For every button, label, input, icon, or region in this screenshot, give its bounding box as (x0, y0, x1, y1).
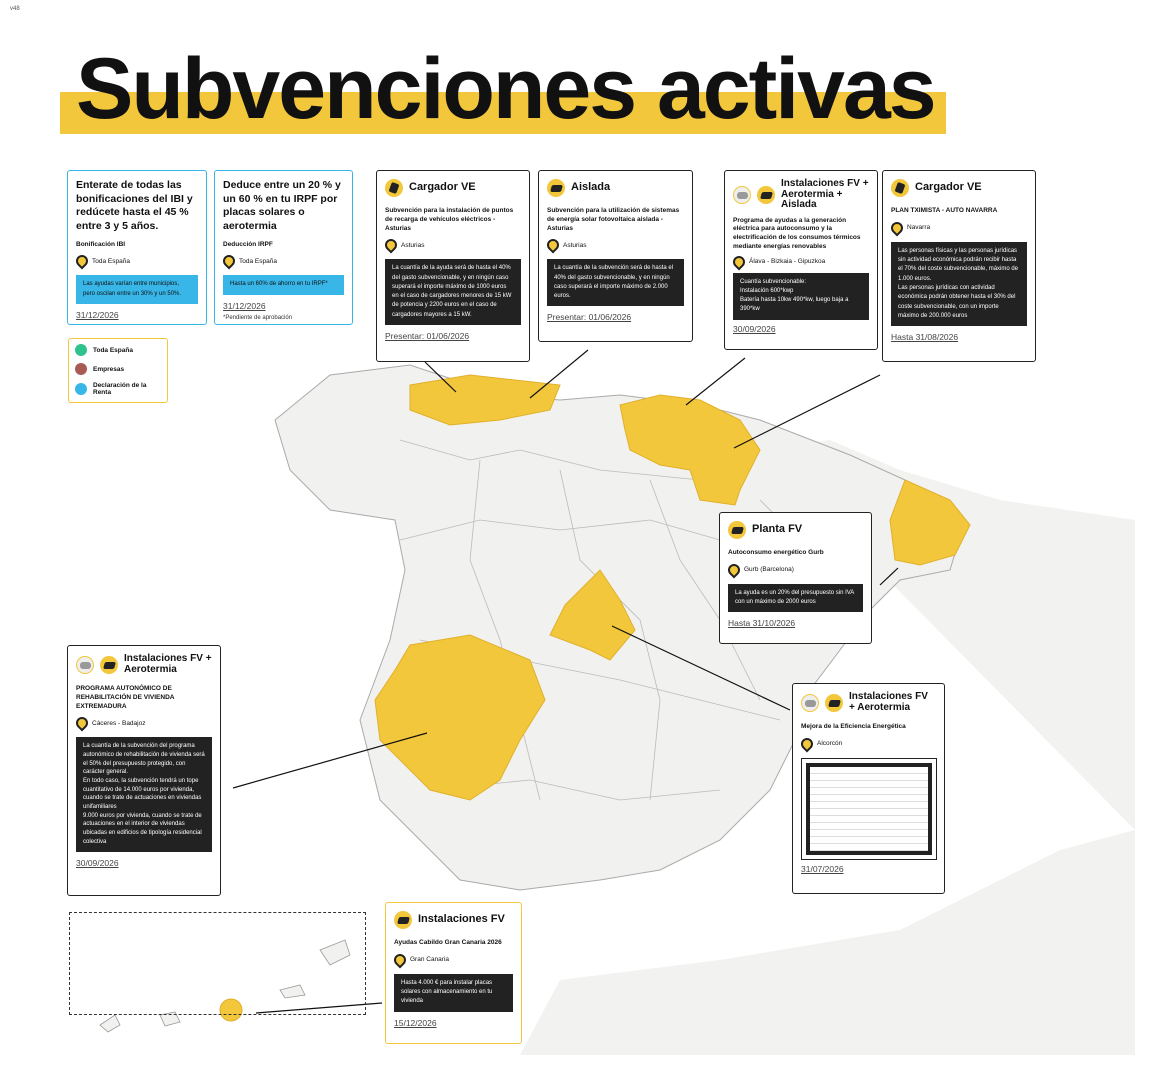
solar-panel-icon (728, 521, 746, 539)
card-date: 15/12/2026 (394, 1017, 437, 1028)
card-location: Asturias (547, 239, 684, 251)
pin-icon (74, 253, 91, 270)
card-info-box: Hasta un 60% de ahorro en tu IRPF* (223, 275, 344, 294)
card-info-box: Hasta 4.000 € para instalar placas solares con almacenamiento en tu vivienda (394, 974, 513, 1012)
card-location: Navarra (891, 222, 1027, 234)
pin-icon (726, 561, 743, 578)
pin-icon (545, 237, 562, 254)
card-location: Gran Canaria (394, 954, 513, 966)
card-note: *Pendiente de aprobación (223, 314, 293, 321)
card-info-box: Cuantía subvencionable: Instalación 600*kwp Batería hasta 10kw 490*kw, luego baja a 390*kw (733, 273, 869, 320)
solar-panel-icon (394, 911, 412, 929)
green-dot-icon (75, 344, 87, 356)
card-title: Enterate de todas las bonificaciones del IBI y redúcete hasta el 45 % entre 3 y 5 años. (76, 179, 193, 232)
card-date: 31/12/2026 (76, 309, 119, 320)
card-irpf[interactable] (214, 170, 353, 325)
card-subtitle: Subvención para la utilización de sistemas de energía solar fotovoltaica aislada - Asturias (547, 207, 680, 232)
card-pv-aero-aislada[interactable]: Instalaciones FV + Aerotermia + Aislada Programa de ayudas a la generación eléctrica para autoconsumo y la electrificación de los consumos térmicos mediante energías renovables Álava - Bizkaia - Gipuzkoa Cuantía subvencionable: Instalación 600*kwp Batería hasta 10kw 490*kw, luego baja a 390*kw 30/09/2026 (724, 170, 878, 350)
ev-charger-icon (385, 179, 403, 197)
card-aislada[interactable]: Aislada Subvención para la utilización de sistemas de energía solar fotovoltaica aislada - Asturias Asturias La cuantía de la subvención será de hasta el 40% del gasto subvencionable, y en ningún caso superará el importe máximo de 2.000 euros. Presentar: 01/06/2026 (538, 170, 693, 342)
card-cargador-asturias[interactable]: Cargador VE Subvención para la instalación de puntos de recarga de vehículos eléctricos - Asturias Asturias La cuantía de la ayuda será de hasta el 40% del gasto subvencionable, y en ningún caso superará el importe máximo de 1000 euros en el caso de cargadores menores de 15 kW de potencia y 2200 euros en el caso de cargadores mayores a 15 kW. Presentar: 01/06/2026 (376, 170, 530, 362)
card-location: Toda España (223, 255, 344, 267)
card-canarias[interactable]: Instalaciones FV Ayudas Cabildo Gran Canaria 2026 Gran Canaria Hasta 4.000 € para instalar placas solares con almacenamiento en tu vivienda 15/12/2026 (385, 902, 522, 1044)
pin-icon (221, 253, 238, 270)
pin-icon (383, 237, 400, 254)
pin-icon (392, 951, 409, 968)
card-title: Deduce entre un 20 % y un 60 % en tu IRPF por placas solares o aerotermia (223, 179, 341, 232)
heat-pump-icon (733, 186, 751, 204)
card-subtitle: Ayudas Cabildo Gran Canaria 2026 (394, 939, 502, 946)
card-subtitle: Autoconsumo energético Gurb (728, 549, 824, 556)
blue-dot-icon (75, 383, 87, 395)
card-date: Presentar: 01/06/2026 (547, 312, 632, 323)
legend-item-renta: Declaración de la Renta (75, 382, 161, 396)
card-subtitle: Subvención para la instalación de puntos de recarga de vehículos eléctricos - Asturias (385, 207, 514, 232)
card-date: 31/12/2026 (223, 300, 266, 311)
solar-panel-icon (547, 179, 565, 197)
card-location: Álava - Bizkaia - Gipuzkoa (733, 256, 869, 268)
heat-pump-icon (801, 694, 819, 712)
card-planta-fv[interactable]: Planta FV Autoconsumo energético Gurb Gurb (Barcelona) La ayuda es un 20% del presupuesto sin IVA con un máximo de 2000 euros Hasta 31/10/2026 (719, 512, 872, 644)
card-info-box: Las ayudas varían entre municipios, pero oscilan entre un 30% y un 50%. (76, 275, 198, 304)
card-info-box: La cuantía de la subvención del programa autonómico de rehabilitación de vivienda será el 50% del presupuesto protegido, con carácter general. En todo caso, la subvención tendrá un tope cuantitativo de 14.000 euros por vivienda, cuando se trate de actuaciones en viviendas unifamiliares 9.000 euros por vivienda, cuando se trate de actuaciones en el interior de viviendas ubicadas en edificios de tipología residencial colectiva (76, 737, 212, 851)
page-title: Subvenciones activas (76, 41, 935, 137)
brown-dot-icon (75, 363, 87, 375)
card-ibi[interactable] (67, 170, 207, 325)
pin-icon (74, 715, 91, 732)
card-location: Cáceres - Badajoz (76, 717, 212, 729)
canary-inset-frame (69, 912, 366, 1015)
solar-panel-icon (757, 186, 775, 204)
card-location: Asturias (385, 239, 521, 251)
legend-item-toda-espana: Toda España (75, 344, 161, 356)
card-date: Presentar: 01/06/2026 (385, 331, 470, 342)
card-location: Gurb (Barcelona) (728, 564, 863, 576)
card-date: 31/07/2026 (801, 863, 844, 874)
card-info-box: La cuantía de la ayuda será de hasta el 40% del gasto subvencionable, y en ningún caso superará el importe máximo de 1000 euros en el caso de cargadores menores de 15 kW de potencia y 2200 euros en el caso de cargadores mayores a 15 kW. (385, 259, 521, 325)
card-date: 30/09/2026 (733, 323, 776, 334)
pin-icon (889, 219, 906, 236)
card-alcorcon[interactable]: Instalaciones FV + Aerotermia Mejora de la Eficiencia Energética Alcorcón 31/07/2026 (792, 683, 945, 894)
card-info-box: La ayuda es un 20% del presupuesto sin IVA con un máximo de 2000 euros (728, 584, 863, 613)
solar-panel-icon (100, 656, 118, 674)
card-subtitle: PLAN TXIMISTA - AUTO NAVARRA (891, 207, 998, 214)
card-subtitle: Bonificación IBI (76, 240, 126, 248)
card-subtitle: PROGRAMA AUTONÓMICO DE REHABILITACIÓN DE VIVIENDA EXTREMADURA (76, 685, 175, 710)
card-subtitle: Deducción IRPF (223, 240, 273, 248)
card-date: Hasta 31/08/2026 (891, 332, 959, 343)
card-location: Alcorcón (801, 738, 936, 750)
card-date: 30/09/2026 (76, 857, 119, 868)
version-label: v48 (10, 6, 20, 12)
card-subtitle: Mejora de la Eficiencia Energética (801, 723, 906, 730)
card-info-box: La cuantía de la subvención será de hasta el 40% del gasto subvencionable, y en ningún caso superará el importe máximo de 2.000 euros. (547, 259, 684, 306)
legend (68, 338, 168, 403)
pin-icon (731, 253, 748, 270)
pin-icon (799, 735, 816, 752)
solar-panel-icon (825, 694, 843, 712)
card-info-box: Las personas físicas y las personas jurídicas sin actividad económica podrán recibir hasta el 70% del coste subvencionable, máximo de 1.000 euros. Las personas jurídicas con actividad económica podrán obtener hasta el 30% del coste subvencionable, con un importe máximo de 200.000 euros (891, 242, 1027, 326)
card-cargador-navarra[interactable]: Cargador VE PLAN TXIMISTA - AUTO NAVARRA Navarra Las personas físicas y las personas jurídicas sin actividad económica podrán recibir hasta el 70% del coste subvencionable, máximo de 1.000 euros. Las personas jurídicas con actividad económica podrán obtener hasta el 30% del coste subvencionable, con un importe máximo de 200.000 euros Hasta 31/08/2026 (882, 170, 1036, 362)
heat-pump-icon (76, 656, 94, 674)
card-extremadura[interactable]: Instalaciones FV + Aerotermia PROGRAMA AUTONÓMICO DE REHABILITACIÓN DE VIVIENDA EXTREMADURA Cáceres - Badajoz La cuantía de la subvención del programa autonómico de rehabilitación de vivienda será el 50% del presupuesto protegido, con carácter general. En todo caso, la subvención tendrá un tope cuantitativo de 14.000 euros por vivienda, cuando se trate de actuaciones en viviendas unifamiliares 9.000 euros por vivienda, cuando se trate de actuaciones en el interior de viviendas ubicadas en edificios de tipología residencial colectiva 30/09/2026 (67, 645, 221, 896)
legend-item-empresas: Empresas (75, 363, 161, 375)
ev-charger-icon (891, 179, 909, 197)
card-subtitle: Programa de ayudas a la generación eléctrica para autoconsumo y la electrificación de los consumos térmicos mediante energías renovables (733, 216, 861, 250)
card-location: Toda España (76, 255, 198, 267)
table-thumbnail (801, 758, 937, 860)
card-date: Hasta 31/10/2026 (728, 618, 796, 629)
